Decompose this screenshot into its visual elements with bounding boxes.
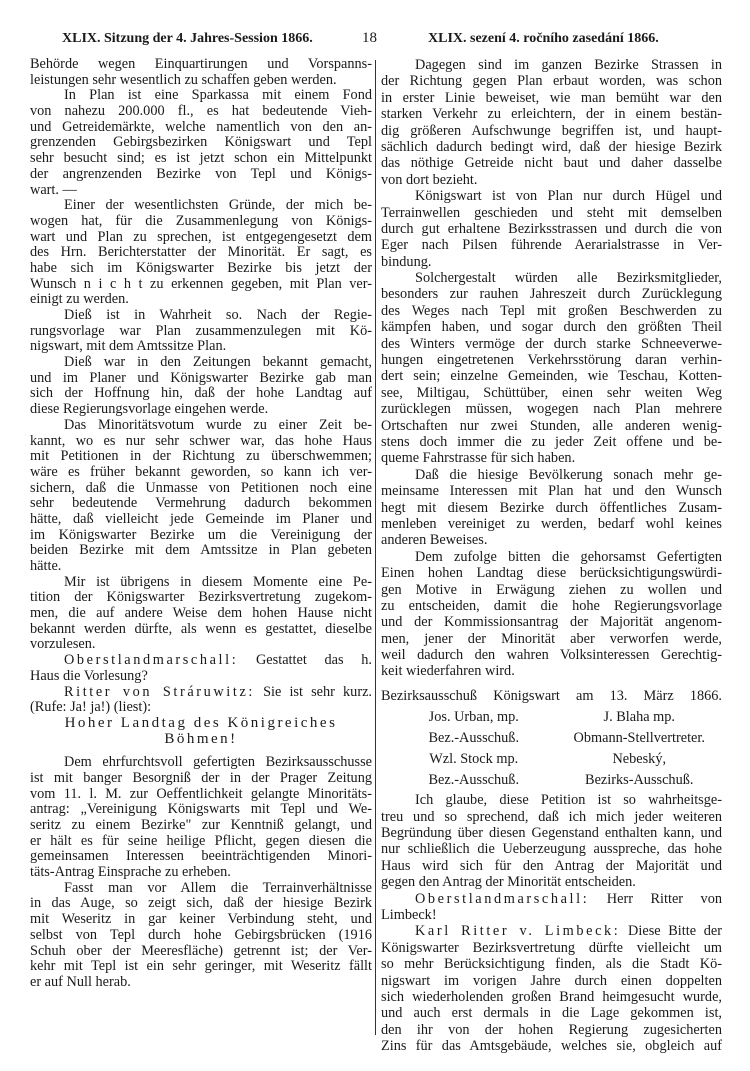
text-line: sehr bedeutende Vermehrung dadurch bekommen (30, 495, 372, 512)
text-line: Dem ehrfurchtsvoll gefertigten Bezirksausschusse (64, 754, 372, 771)
text-line: hätte. (30, 558, 62, 574)
section-heading: Hoher Landtag des Königreiches (64, 714, 338, 731)
text-line: Das Minoritätsvotum wurde zu einer Zeit be- (64, 416, 372, 433)
signature-text: Bez.-Ausschuß. (428, 772, 520, 789)
text-line: durch gut erhaltene Bezirksstrassen und durch die von (381, 220, 722, 237)
signature-text: Bez.-Ausschuß. (428, 730, 520, 747)
text-line: Terrainwellen geschieden und steht mit demselben (381, 204, 722, 221)
text-line: des Winters vermöge der durch starke Schneeverwe- (381, 335, 722, 352)
text-line: und der Kommissionsantrag der Majorität angenom- (381, 614, 722, 631)
text-line: dig größeren Aufschwunge begriffen ist, und haupt- (381, 122, 722, 139)
text-line: gemeinsamen Interessen beeinträchtigenden Minori- (30, 848, 372, 865)
text-line: nigswart im vorigen Jahre durch einen doppelten (381, 972, 722, 989)
text-line: kannt, wo es nur sehr schwer war, das hohe Haus (30, 432, 372, 449)
signature-row (381, 710, 722, 725)
text-line: Zins für das Amtsgebäude, welches sie, obgleich auf (381, 1038, 722, 1055)
text-line: er auf Null herab. (30, 973, 131, 990)
text-line: Dieß war in den Zeitungen bekannt gemacht, (64, 354, 372, 371)
text-line: von dort bezieht. (381, 171, 478, 188)
signature-row (381, 752, 722, 767)
text-line: anderen Beweises. (381, 532, 488, 549)
text-line: Daß die hiesige Bevölkerung sonach mehr ge- (415, 466, 722, 483)
text-line: In Plan ist eine Sparkassa mit einem Fond (64, 87, 372, 104)
text-line: vom 11. l. M. zur Oeffentlichkeit gelangte Minoritäts- (30, 785, 372, 802)
signature-text: Jos. Urban, mp. (428, 709, 519, 726)
speech-text: Sie ist sehr kurz. (254, 683, 372, 700)
text-line: selbst von Tepl durch hohe Gebirgsbrücken (1916 (30, 926, 372, 943)
speaker-name: Ritter von Stráruwitz: (64, 683, 255, 700)
text-line: so mehr Berücksichtigung finden, als die Stadt Kö- (381, 956, 722, 973)
text-line: bekannt werden dürfte, als wenn es gestattet, dieselbe (30, 620, 372, 637)
text-line: men, die auf andere Weise dem hohen Hause nicht (30, 605, 372, 622)
speaker-name: Oberstlandmarschall: (415, 890, 590, 907)
text-line: stens doch immer die zu jeder Zeit offene und be- (381, 433, 722, 450)
text-line: vorzulesen. (30, 636, 96, 653)
text-line: in erster Linie beweiset, wie man bemüht war den (381, 89, 722, 106)
speech-text: Herr Ritter von (589, 890, 722, 907)
text-line: hätte, daß vielleicht jede Gemeinde im Planer und (30, 510, 372, 527)
text-line: Dieß ist in Wahrheit so. Nach der Regie- (64, 307, 372, 323)
text-line: men, jener der Minorität aber verworfen werde, (381, 630, 722, 647)
text-line: Königswart ist von Plan nur durch Hügel und (415, 188, 722, 205)
section-heading: Böhmen! (164, 730, 238, 747)
text-line: Wunsch n i c h t zu erkennen gegeben, mit Plan ver- (30, 275, 372, 292)
text-line: der Richtung gegen Plan erbaut worden, was schon (381, 73, 722, 90)
text-line: leistungen sehr wesentlich zu schaffen geben werden. (30, 71, 337, 88)
text-line: der angrenzenden Bezirke von Tepl und Königs- (30, 165, 372, 182)
text-line: Mir ist übrigens in diesem Momente eine Pe- (64, 573, 372, 590)
text-line: Ich glaube, diese Petition ist so wahrheitsge- (415, 792, 722, 809)
text-line: Dagegen sind im ganzen Bezirke Strassen in (415, 57, 722, 73)
speaker-name: Oberstlandmarschall: (64, 652, 239, 669)
text-line: keit wiederfahren wird. (381, 663, 515, 680)
text-line: hegt mit diesem Bezirke durch öffentliches Zusam- (381, 499, 722, 516)
signature-text: Wzl. Stock mp. (429, 751, 519, 768)
text-line: zu entscheiden, damit die hohe Regierungsvorlage (381, 597, 722, 614)
text-line: sich der Hoffnung hin, daß der hohe Landtag auf (30, 385, 372, 402)
text-line: wäre es früher bekannt geworden, so kann ich ver- (30, 463, 372, 480)
column-divider (375, 60, 376, 1035)
text-line: täts-Antrag Einsprache zu erheben. (30, 864, 231, 881)
text-line: und auch erst dermals in die Lage gekommen ist, (381, 1005, 722, 1022)
text-line: sichern, daß die Unmasse von Petitionen noch eine (30, 479, 372, 496)
text-line: habe sich im Königswarter Bezirke bis jetzt der (30, 259, 372, 276)
text-line (30, 653, 372, 669)
text-line: rungsvorlage war Plan zusammenzulegen mit Kö- (30, 322, 372, 339)
text-line: menleben vereiniget zu werden, bedarf wohl keines (381, 515, 722, 532)
text-line: Eger nach Pilsen führende Aerarialstrasse in Ver- (381, 237, 722, 254)
text-line: sich wiederholenden großen Brand heimgesucht wurde, (381, 988, 722, 1005)
text-line: queme Fahrstrasse für sich haben. (381, 450, 576, 467)
text-line: im Königswarter Bezirke um die Vereinigung der (30, 526, 372, 543)
text-line (381, 923, 722, 939)
text-line: meinsame Interessen mit Plan hat und den Wunsch (381, 483, 722, 500)
text-line: bindung. (381, 253, 432, 270)
text-line: (Rufe: Ja! ja!) (liest): (30, 699, 152, 716)
text-line: Behörde wegen Einquartirungen und Vorspanns- (30, 56, 372, 72)
text-line: den ihr von der hohen Regierung zugesicherten (381, 1021, 722, 1038)
signature-text: Nebeský, (612, 751, 667, 768)
page-number: 18 (362, 30, 377, 46)
signature-row (381, 773, 722, 788)
text-line: kehr mit Tepl ist ein sehr geringer, mit Weseritz fällt (30, 958, 372, 975)
text-line: in das Auge, so zeigt sich, daß der hiesige Bezirk (30, 895, 372, 912)
text-line (381, 891, 722, 907)
text-line: wart und Plan zu sprechen, ist entgegengesetzt dem (30, 228, 372, 245)
text-line: gegen den Antrag der Minorität entscheiden. (381, 874, 636, 891)
text-line: ist mit banger Besorgniß der in der Prager Zeitung (30, 769, 372, 786)
signature-text: Bezirks-Ausschuß. (585, 772, 694, 789)
text-line: wogen hat, für die Zusammenlegung von Königs- (30, 212, 372, 229)
text-line: weil dadurch den wahren Volksinteressen Gerechtig- (381, 647, 722, 664)
text-line: starken Verkehr zu erleichtern, der in einem bestän- (381, 106, 722, 123)
text-line: zurücklegen müssen, wogegen nach Plan mehrere (381, 401, 722, 418)
text-line: des Hrn. Berichterstatter der Minorität. Er sagt, es (30, 244, 372, 261)
text-line: sächlich dadurch bedingt wird, daß der hiesige Bezirk (381, 138, 722, 155)
text-line: Fasst man vor Allem die Terrainverhältnisse (64, 879, 372, 896)
text-line: nur schließlich die Ueberzeugung ausspreche, das hohe (381, 841, 722, 858)
text-line: kämpfen haben, und sogar durch den größten Theil (381, 319, 722, 336)
text-line: Limbeck! (381, 906, 437, 923)
text-line: Schuh ober der Meeresfläche) getrennt ist; der Ver- (30, 942, 372, 959)
speech-text: Diese Bitte der (620, 923, 722, 940)
text-line: mit Weseritz in gar keiner Verbindung steht, und (30, 911, 372, 928)
text-line: see, Miltigau, Schüttüber, einen sehr weiten Weg (381, 384, 722, 401)
text-line: das nöthige Getreide nicht baut und daher dasselbe (381, 155, 722, 172)
speaker-name: Karl Ritter v. Limbeck: (415, 923, 621, 940)
text-line: grenzenden Gebirgsbezirken Königswart und Tepl (30, 134, 372, 151)
text-line: Begründung über diesen Gegenstand enthalten kann, und (381, 825, 722, 842)
signature-row (381, 731, 722, 746)
text-line: dert sein; einzelne Gemeinden, wie Teschau, Kotten- (381, 368, 722, 385)
text-line: von nahezu 200.000 fl., es hat bedeutende Vieh- (30, 103, 372, 120)
text-line: des Weges nach Tepl mit großen Beschwerden zu (381, 302, 722, 319)
text-line: diese Regierungsvorlage eingehen werde. (30, 401, 269, 418)
speech-text: Gestattet das h. (238, 652, 372, 669)
text-line: beiden Bezirke mit dem Amtssitze in Plan gebeten (30, 542, 372, 559)
text-line: antrag: „Vereinigung Königswarts mit Tepl und We- (30, 801, 372, 818)
text-line: hungen eingetretenen Verkehrsstörung daran verhin- (381, 352, 722, 369)
text-line: Königswarter Bezirksvertretung dürfte vielleicht um (381, 939, 722, 956)
text-line: Einer der wesentlichsten Gründe, der mich be- (64, 197, 372, 214)
text-line: tition der Königswarter Bezirksvertretung zugekom- (30, 589, 372, 606)
signature-text: Obmann-Stellvertreter. (573, 730, 705, 747)
text-line: Ortschaften nur zwei Stunden, alle anderen wenig- (381, 417, 722, 434)
text-line: Haus wird sich für den Antrag der Majorität und (381, 857, 722, 874)
text-line: einigt zu werden. (30, 291, 129, 308)
text-line: besonders zur rauhen Jahreszeit durch Zurücklegung (381, 286, 722, 303)
text-line: gen Motive in Erwägung ziehen zu wollen und (381, 581, 722, 598)
text-line: Bezirksausschuß Königswart am 13. März 1866. (381, 687, 722, 704)
running-header-czech: XLIX. sezení 4. ročního zasedání 1866. (428, 31, 659, 46)
text-line: seritz zu einem Bezirke" zur Kenntniß gelangt, und (30, 817, 372, 833)
text-line: wart. — (30, 181, 77, 198)
text-line: treu und so sprechend, daß ich mich jeder weiteren (381, 808, 722, 825)
text-line: Dem zufolge bitten die gehorsamst Gefertigten (415, 548, 722, 565)
left-column (30, 57, 372, 991)
text-line: Einen hohen Landtag diese berücksichtigungswürdi- (381, 565, 722, 582)
running-header-german: XLIX. Sitzung der 4. Jahres-Session 1866. (62, 31, 313, 46)
text-line (30, 685, 372, 701)
text-line: Solchergestalt würden alle Bezirksmitglieder, (415, 270, 722, 287)
text-line: Haus die Vorlesung? (30, 667, 148, 684)
signature-text: J. Blaha mp. (603, 709, 675, 726)
text-line: mit Petitionen in der Richtung zu überschwemmen; (30, 448, 372, 465)
text-line: und Getreidemärkte, welche namentlich von den an- (30, 118, 372, 135)
text-line: und im Planer und Königswarter Bezirke gab man (30, 369, 372, 386)
text-line: nigswart, mit dem Amtssitze Plan. (30, 338, 227, 355)
right-column (381, 57, 722, 1054)
text-line: er hält es für seine heilige Pflicht, gegen diesen die (30, 832, 372, 849)
text-line: sehr besucht sind; es ist jetzt schon ein Mittelpunkt (30, 150, 372, 167)
